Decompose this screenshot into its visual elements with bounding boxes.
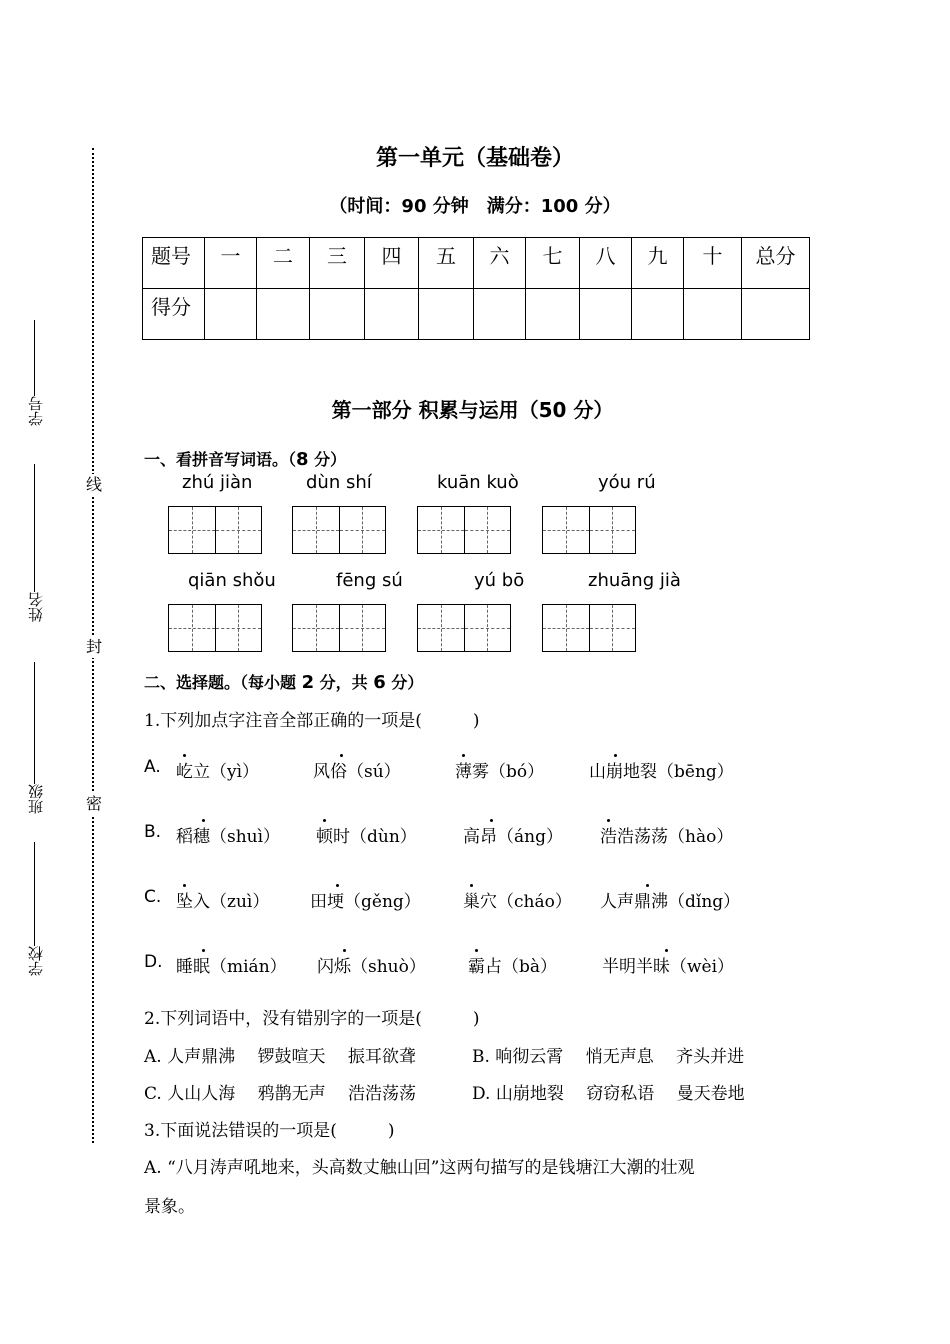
table-cell: 二 — [257, 238, 310, 289]
score-blank[interactable] — [526, 289, 580, 340]
student-id-label: 学号 — [28, 318, 44, 426]
table-cell: 九 — [632, 238, 684, 289]
option-word: 半明半昧（wèi） — [602, 957, 735, 977]
name-label: 姓名 — [28, 462, 44, 622]
question2-heading: 二、选择题。（每小题 2 分，共 6 分） — [144, 672, 424, 693]
writing-grid[interactable] — [542, 506, 636, 554]
option-word: 薄雾（bó） — [455, 762, 545, 782]
emphasis-dot — [490, 819, 493, 822]
exam-info: （时间：90 分钟 满分：100 分） — [329, 196, 621, 217]
option-word: 屹立（yì） — [176, 762, 260, 782]
writing-grid[interactable] — [292, 506, 386, 554]
writing-grid[interactable] — [168, 506, 262, 554]
pinyin: fēng sú — [336, 570, 403, 591]
pinyin: zhú jiàn — [182, 472, 253, 493]
option-row: D. 山崩地裂 窃窃私语 曼天卷地 — [472, 1084, 745, 1104]
option-word: 浩浩荡荡（hào） — [600, 827, 734, 847]
score-blank[interactable] — [474, 289, 526, 340]
option-word: 风俗（sú） — [313, 762, 401, 782]
option-row: A. 人声鼎沸 锣鼓喧天 振耳欲聋 — [144, 1047, 416, 1067]
writing-grid[interactable] — [417, 604, 511, 652]
score-blank[interactable] — [632, 289, 684, 340]
page-title: 第一单元（基础卷） — [375, 146, 574, 171]
pinyin: yú bō — [474, 570, 525, 591]
emphasis-dot — [183, 884, 186, 887]
emphasis-dot — [470, 884, 473, 887]
option-word: 巢穴（cháo） — [463, 892, 572, 912]
option-row: C. 人山人海 鸦鹊无声 浩浩荡荡 — [144, 1084, 417, 1104]
score-blank[interactable] — [419, 289, 474, 340]
writing-grid[interactable] — [168, 604, 262, 652]
table-cell: 六 — [474, 238, 526, 289]
option-row: B. 响彻云霄 悄无声息 齐头并进 — [472, 1047, 745, 1067]
option-word: 山崩地裂（bēng） — [589, 762, 734, 782]
option-word: 稻穗（shuì） — [176, 827, 281, 847]
pinyin: zhuāng jià — [588, 570, 681, 591]
score-table — [142, 237, 810, 340]
q2-item3-option-a-continued: 景象。 — [144, 1197, 195, 1217]
option-label: C. — [144, 887, 162, 907]
table-cell: 五 — [419, 238, 474, 289]
option-label: B. — [144, 822, 162, 842]
pinyin: dùn shí — [306, 472, 372, 493]
table-cell: 得分 — [143, 289, 205, 340]
table-cell: 十 — [684, 238, 742, 289]
writing-grid[interactable] — [542, 604, 636, 652]
option-word: 闪烁（shuò） — [317, 957, 426, 977]
part1-title: 第一部分 积累与运用（50 分） — [331, 398, 614, 422]
score-blank[interactable] — [742, 289, 810, 340]
emphasis-dot — [202, 819, 205, 822]
emphasis-dot — [665, 949, 668, 952]
writing-grid[interactable] — [417, 506, 511, 554]
score-table-score-row — [143, 289, 810, 340]
emphasis-dot — [462, 754, 465, 757]
option-label: D. — [144, 952, 163, 972]
score-blank[interactable] — [310, 289, 365, 340]
emphasis-dot — [614, 754, 617, 757]
binding-word-xian: 线 — [86, 475, 103, 494]
q2-item1-stem: 1.下列加点字注音全部正确的一项是( ) — [144, 711, 480, 731]
class-label: 班级 — [28, 660, 44, 814]
option-word: 顿时（dùn） — [316, 827, 417, 847]
option-word: 霸占（bà） — [468, 957, 558, 977]
table-cell: 四 — [365, 238, 419, 289]
score-blank[interactable] — [580, 289, 632, 340]
table-cell: 一 — [205, 238, 257, 289]
option-word: 睡眠（mián） — [176, 957, 287, 977]
table-cell: 题号 — [143, 238, 205, 289]
emphasis-dot — [202, 949, 205, 952]
emphasis-dot — [343, 949, 346, 952]
school-label: 学校 — [28, 840, 44, 976]
option-word: 人声鼎沸（dǐng） — [600, 892, 741, 912]
table-cell: 总分 — [742, 238, 810, 289]
emphasis-dot — [183, 754, 186, 757]
table-cell: 八 — [580, 238, 632, 289]
emphasis-dot — [646, 884, 649, 887]
emphasis-dot — [336, 884, 339, 887]
emphasis-dot — [475, 949, 478, 952]
binding-word-feng: 封 — [86, 637, 103, 656]
score-blank[interactable] — [257, 289, 310, 340]
option-label: A. — [144, 757, 161, 777]
option-word: 高昂（áng） — [463, 827, 563, 847]
pinyin: qiān shǒu — [188, 570, 276, 591]
binding-word-mi: 密 — [86, 794, 103, 813]
emphasis-dot — [340, 754, 343, 757]
emphasis-dot — [323, 819, 326, 822]
score-blank[interactable] — [205, 289, 257, 340]
question1-heading: 一、看拼音写词语。（8 分） — [144, 449, 347, 470]
score-table-header-row — [143, 238, 810, 289]
q2-item2-stem: 2.下列词语中，没有错别字的一项是( ) — [144, 1009, 480, 1029]
option-word: 田埂（gěng） — [310, 892, 421, 912]
score-blank[interactable] — [684, 289, 742, 340]
emphasis-dot — [607, 819, 610, 822]
pinyin: yóu rú — [598, 472, 656, 493]
table-cell: 七 — [526, 238, 580, 289]
table-cell: 三 — [310, 238, 365, 289]
score-blank[interactable] — [365, 289, 419, 340]
writing-grid[interactable] — [292, 604, 386, 652]
pinyin: kuān kuò — [437, 472, 519, 493]
q2-item3-option-a: A. “八月涛声吼地来，头高数丈触山回”这两句描写的是钱塘江大潮的壮观 — [144, 1158, 695, 1178]
option-word: 坠入（zuì） — [176, 892, 270, 912]
q2-item3-stem: 3.下面说法错误的一项是( ) — [144, 1121, 395, 1141]
